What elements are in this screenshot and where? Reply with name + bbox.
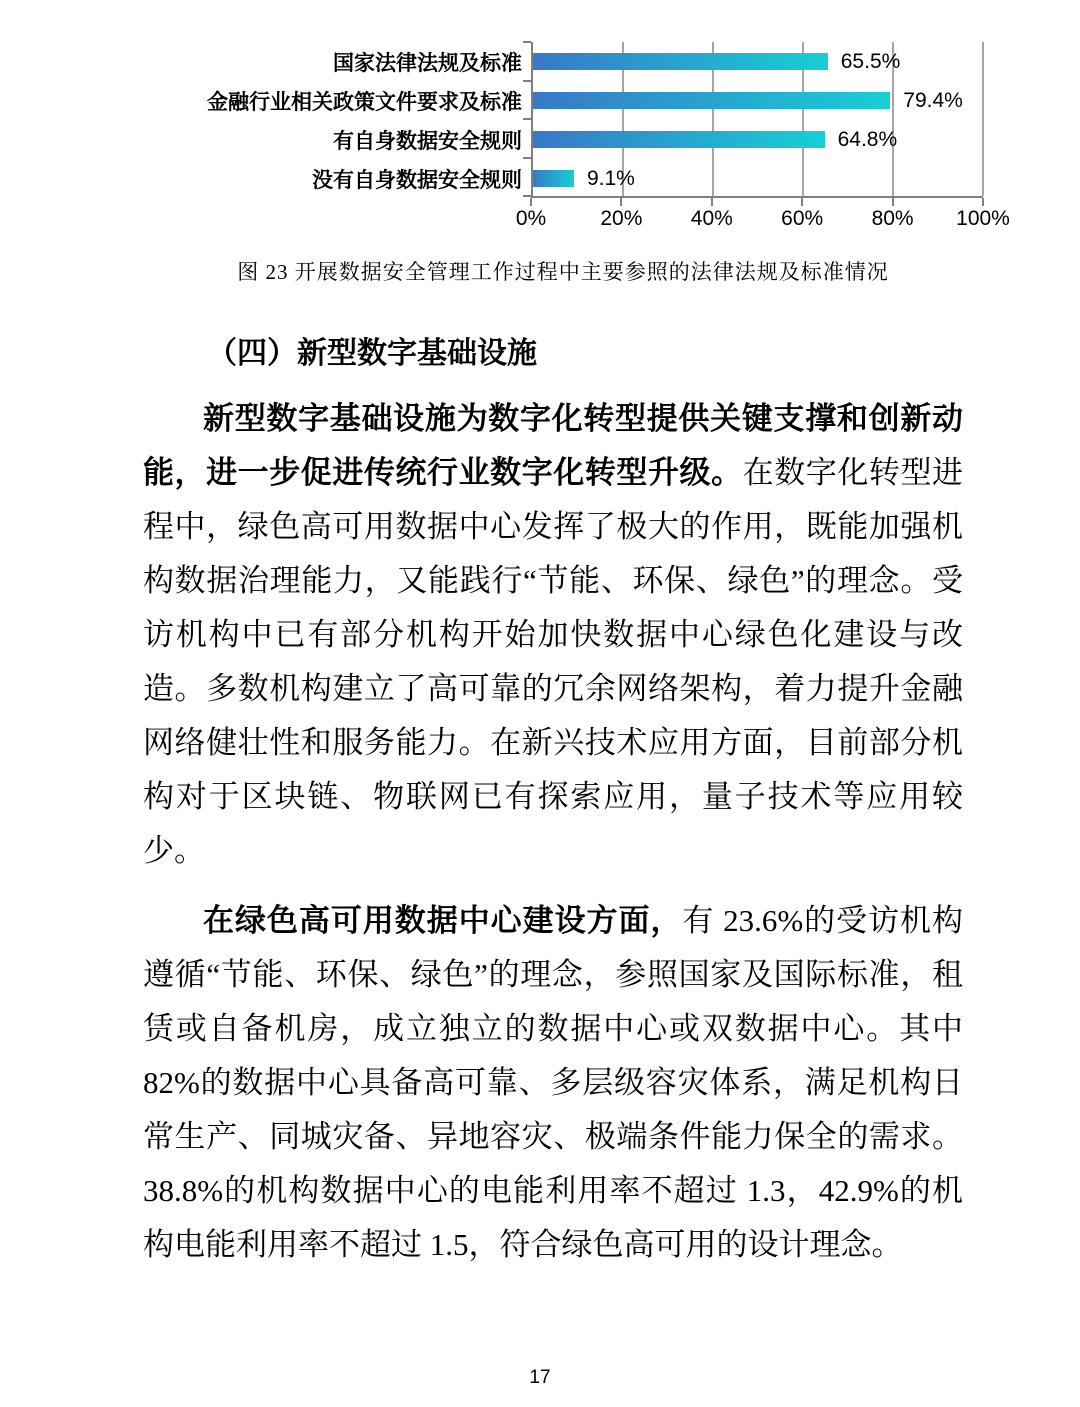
y-axis-tick (523, 118, 531, 120)
paragraph-2-bold-lead: 在绿色高可用数据中心建设方面， (203, 903, 683, 938)
bar-value-label: 65.5% (840, 49, 901, 73)
page-footer (0, 1367, 1080, 1389)
figure-23 (143, 42, 1010, 286)
bar-value-label: 79.4% (903, 88, 963, 112)
bar-value-label: 64.8% (837, 127, 898, 151)
y-axis-tick (523, 195, 531, 197)
x-axis-tick-label: 0% (515, 207, 547, 230)
chart-bar (533, 53, 828, 70)
chart-category-label: 有自身数据安全规则 (333, 129, 522, 153)
x-axis-tick (711, 198, 713, 206)
chart-body (143, 42, 983, 198)
chart-bar (533, 92, 890, 109)
chart-bar-row (533, 81, 983, 120)
chart-bar-row (533, 120, 983, 159)
x-axis-tick (620, 198, 622, 206)
x-axis-tick-label: 100% (956, 207, 1010, 230)
bar-value-label: 9.1% (586, 166, 635, 190)
chart-bar-row (533, 159, 983, 198)
chart-plot-area (531, 42, 983, 198)
section-heading: （四）新型数字基础设施 (207, 337, 537, 370)
y-axis-tick (523, 80, 531, 82)
x-axis-tick (892, 198, 894, 206)
bar-chart (143, 42, 1010, 234)
paragraph-2 (143, 894, 963, 1272)
x-axis-tick-label: 40% (690, 207, 733, 230)
x-axis-tick-label: 20% (600, 207, 643, 230)
figure-caption: 图 23 开展数据安全管理工作过程中主要参照的法律法规及标准情况 (237, 260, 889, 284)
x-axis-tick (530, 198, 532, 206)
chart-x-axis (515, 198, 1010, 234)
paragraph-1 (143, 392, 963, 878)
chart-bar (533, 131, 825, 148)
x-axis-tick (982, 198, 984, 206)
paragraph-1-bold-lead: 新型数字基础设施为数字化转型提供关键支撑和创新动能，进一步促进传统行业数字化转型升级。 (143, 401, 963, 490)
y-axis-tick (523, 157, 531, 159)
paragraph-2-text: 有 23.6%的受访机构遵循“节能、环保、绿色”的理念，参照国家及国际标准，租赁或自备机房，成立独立的数据中心或双数据中心。其中 82%的数据中心具备高可靠、多层级容灾体系，满足机构日常生产、同城灾备、异地容灾、极端条件能力保全的需求。38.8%的机构数据中心的电能利用率不超过 1.3，42.9%的机构电能利用率不超过 1.5，符合绿色高可用的设计理念。 (143, 903, 963, 1262)
paragraph-1-text: 在数字化转型进程中，绿色高可用数据中心发挥了极大的作用，既能加强机构数据治理能力，又能践行“节能、环保、绿色”的理念。受访机构中已有部分机构开始加快数据中心绿色化建设与改造。多数机构建立了高可靠的冗余网络架构，着力提升金融网络健壮性和服务能力。在新兴技术应用方面，目前部分机构对于区块链、物联网已有探索应用，量子技术等应用较少。 (143, 455, 963, 868)
x-axis-tick-label: 80% (871, 207, 914, 230)
chart-bar-row (533, 42, 983, 81)
y-axis-tick (523, 41, 531, 43)
chart-category-labels (143, 42, 531, 198)
x-axis-tick (801, 198, 803, 206)
chart-category-label: 金融行业相关政策文件要求及标准 (207, 90, 522, 114)
page-number: 17 (529, 1367, 551, 1388)
chart-bar (533, 170, 574, 187)
chart-category-label: 没有自身数据安全规则 (312, 168, 522, 192)
x-axis-tick-label: 60% (781, 207, 824, 230)
chart-category-label: 国家法律法规及标准 (333, 51, 522, 75)
